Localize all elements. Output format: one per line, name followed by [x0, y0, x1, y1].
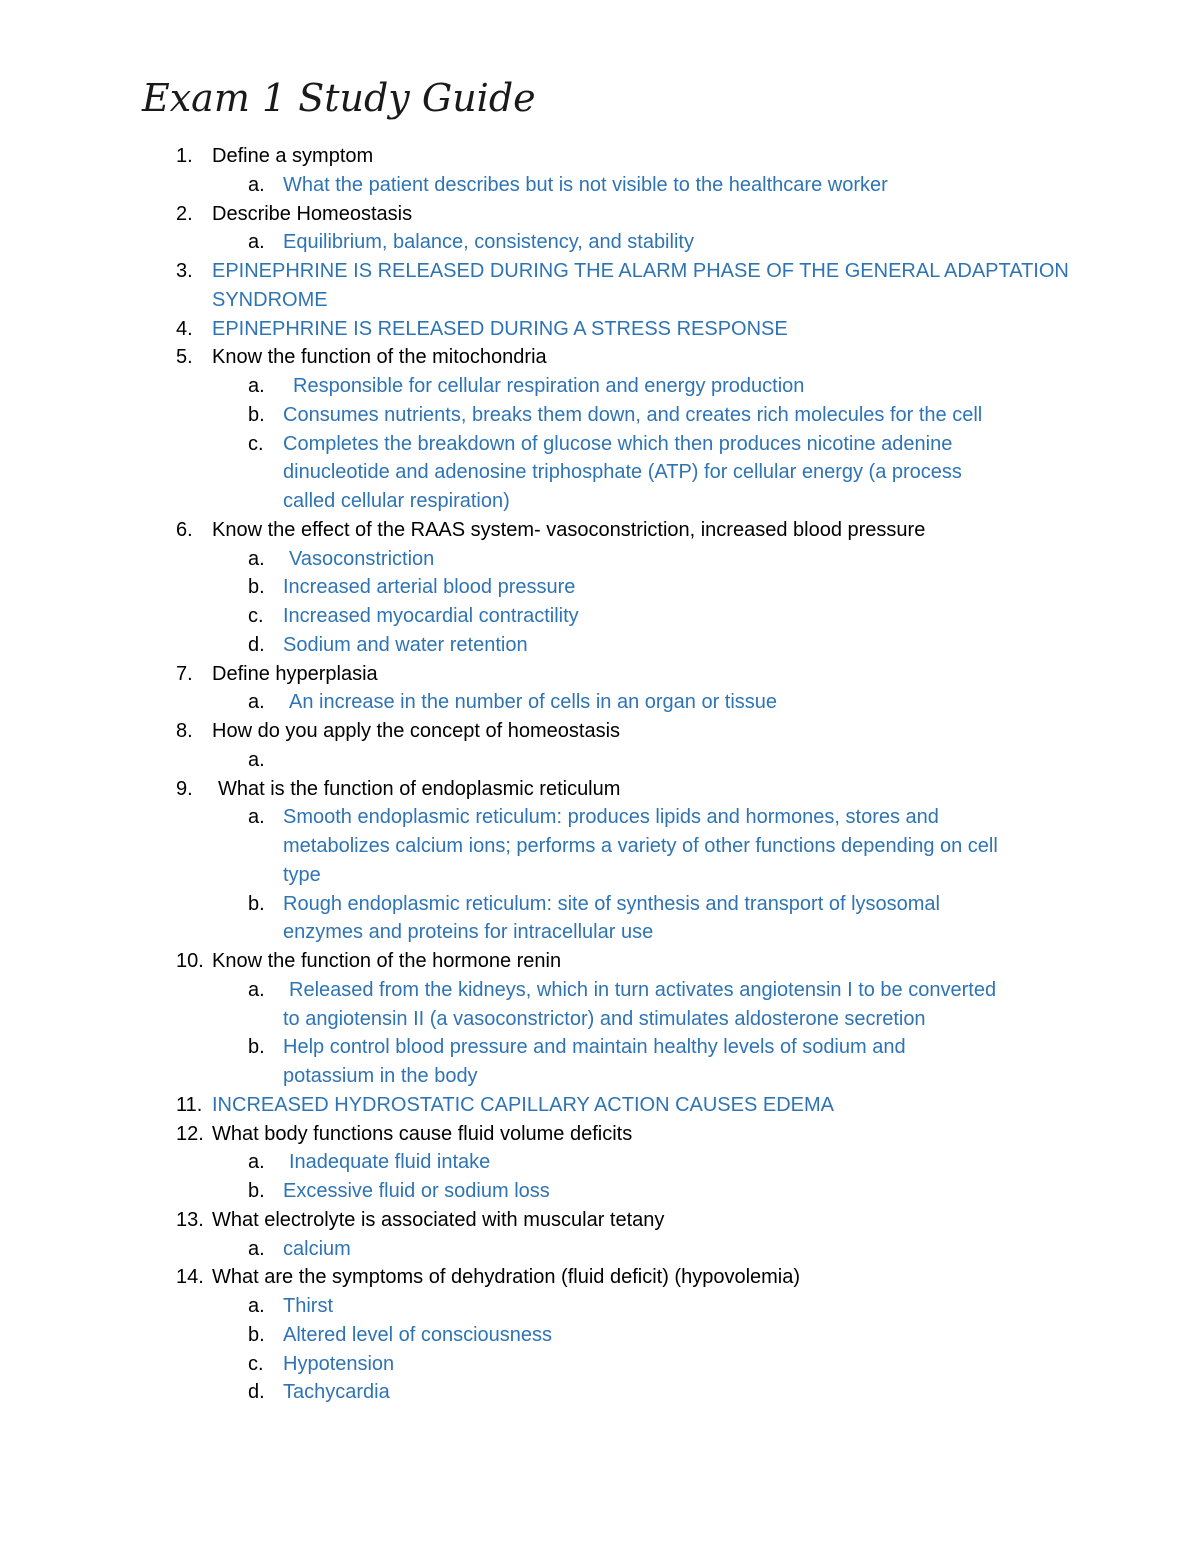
item-text: What are the symptoms of dehydration (fluid deficit) (hypovolemia) — [212, 1266, 801, 1289]
item-number: a. — [248, 1237, 265, 1260]
item-number: b. — [248, 1180, 265, 1202]
item-text: Describe Homeostasis — [212, 202, 413, 225]
item-text: What the patient describes but is not visible to the healthcare worker — [283, 173, 888, 196]
item-number: 6. — [176, 518, 193, 541]
item-number: 12. — [176, 1122, 204, 1145]
item-number: a. — [248, 375, 265, 397]
item-number: 7. — [176, 662, 193, 685]
item-number: 1. — [176, 145, 193, 167]
item-text: Sodium and water retention — [283, 633, 528, 656]
item-text: Altered level of consciousness — [283, 1323, 553, 1346]
item-text: How do you apply the concept of homeostasis — [212, 720, 621, 742]
item-text: EPINEPHRINE IS RELEASED DURING THE ALARM PHASE OF THE GENERAL ADAPTATION — [212, 260, 1069, 282]
item-number: a. — [248, 691, 265, 714]
item-number: 14. — [176, 1266, 204, 1289]
page-title: Exam 1 Study Guide — [142, 76, 536, 120]
item-text: Vasoconstriction — [289, 547, 435, 570]
item-text: Completes the breakdown of glucose which then produces nicotine adenine — [283, 432, 953, 455]
item-number: c. — [248, 605, 264, 627]
item-number: 3. — [176, 260, 193, 282]
item-number: 13. — [176, 1208, 204, 1231]
item-number: a. — [248, 231, 265, 254]
item-number: b. — [248, 892, 265, 915]
item-number: 8. — [176, 720, 193, 742]
item-number: 9. — [176, 777, 193, 800]
item-text: Define hyperplasia — [212, 662, 378, 685]
item-text: dinucleotide and adenosine triphosphate (ATP) for cellular energy (a process — [283, 461, 962, 484]
item-text: Tachycardia — [283, 1381, 390, 1404]
item-number: 10. — [176, 950, 204, 972]
item-number: a. — [248, 173, 265, 196]
item-text: Released from the kidneys, which in turn activates angiotensin I to be converted — [289, 978, 997, 1001]
item-text: Responsible for cellular respiration and energy production — [293, 375, 805, 397]
item-number: b. — [248, 403, 265, 426]
item-number: 2. — [176, 202, 193, 225]
item-text: SYNDROME — [212, 288, 328, 311]
item-number: c. — [248, 432, 264, 455]
item-text: Define a symptom — [212, 145, 374, 167]
item-text: INCREASED HYDROSTATIC CAPILLARY ACTION CAUSES EDEMA — [212, 1093, 834, 1116]
item-text: An increase in the number of cells in an organ or tissue — [289, 691, 778, 714]
item-number: b. — [248, 1323, 265, 1346]
item-text: Know the effect of the RAAS system- vasoconstriction, increased blood pressure — [212, 518, 926, 541]
item-number: a. — [248, 1295, 265, 1317]
item-number: 4. — [176, 317, 193, 340]
item-text: calcium — [283, 1237, 351, 1260]
item-text: Know the function of the mitochondria — [212, 346, 547, 369]
item-text: Smooth endoplasmic reticulum: produces lipids and hormones, stores and — [283, 806, 939, 829]
item-text: Excessive fluid or sodium loss — [283, 1180, 550, 1202]
item-number: a. — [248, 806, 265, 829]
item-text: Increased myocardial contractility — [283, 605, 579, 627]
item-text: What is the function of endoplasmic reticulum — [218, 777, 621, 800]
item-text: Consumes nutrients, breaks them down, and creates rich molecules for the cell — [283, 403, 983, 426]
item-text: Hypotension — [283, 1352, 395, 1375]
item-text: Know the function of the hormone renin — [212, 950, 562, 972]
item-text: What body functions cause fluid volume deficits — [212, 1122, 633, 1145]
item-text: to angiotensin II (a vasoconstrictor) and stimulates aldosterone secretion — [283, 1007, 926, 1030]
item-text: Inadequate fluid intake — [289, 1151, 491, 1174]
item-text: Increased arterial blood pressure — [283, 576, 576, 599]
item-text: Equilibrium, balance, consistency, and stability — [283, 231, 694, 254]
item-text: type — [283, 863, 321, 886]
item-number: d. — [248, 633, 265, 656]
item-number: c. — [248, 1352, 264, 1375]
item-text: Thirst — [283, 1295, 333, 1317]
item-number: d. — [248, 1381, 265, 1404]
item-number: b. — [248, 576, 265, 599]
item-text: EPINEPHRINE IS RELEASED DURING A STRESS RESPONSE — [212, 317, 788, 340]
item-text: potassium in the body — [283, 1065, 478, 1087]
item-number: 5. — [176, 346, 193, 369]
item-text: called cellular respiration) — [283, 490, 510, 512]
item-number: a. — [248, 1151, 265, 1174]
item-number: b. — [248, 1036, 265, 1059]
item-number: a. — [248, 748, 265, 771]
item-number: 11. — [176, 1093, 203, 1116]
item-text: Help control blood pressure and maintain healthy levels of sodium and — [283, 1036, 906, 1059]
item-text: enzymes and proteins for intracellular use — [283, 921, 654, 944]
item-number: a. — [248, 547, 265, 570]
item-number: a. — [248, 978, 265, 1001]
item-text: metabolizes calcium ions; performs a variety of other functions depending on cell — [283, 835, 998, 857]
item-text: Rough endoplasmic reticulum: site of synthesis and transport of lysosomal — [283, 892, 940, 915]
item-text: What electrolyte is associated with muscular tetany — [212, 1208, 665, 1231]
